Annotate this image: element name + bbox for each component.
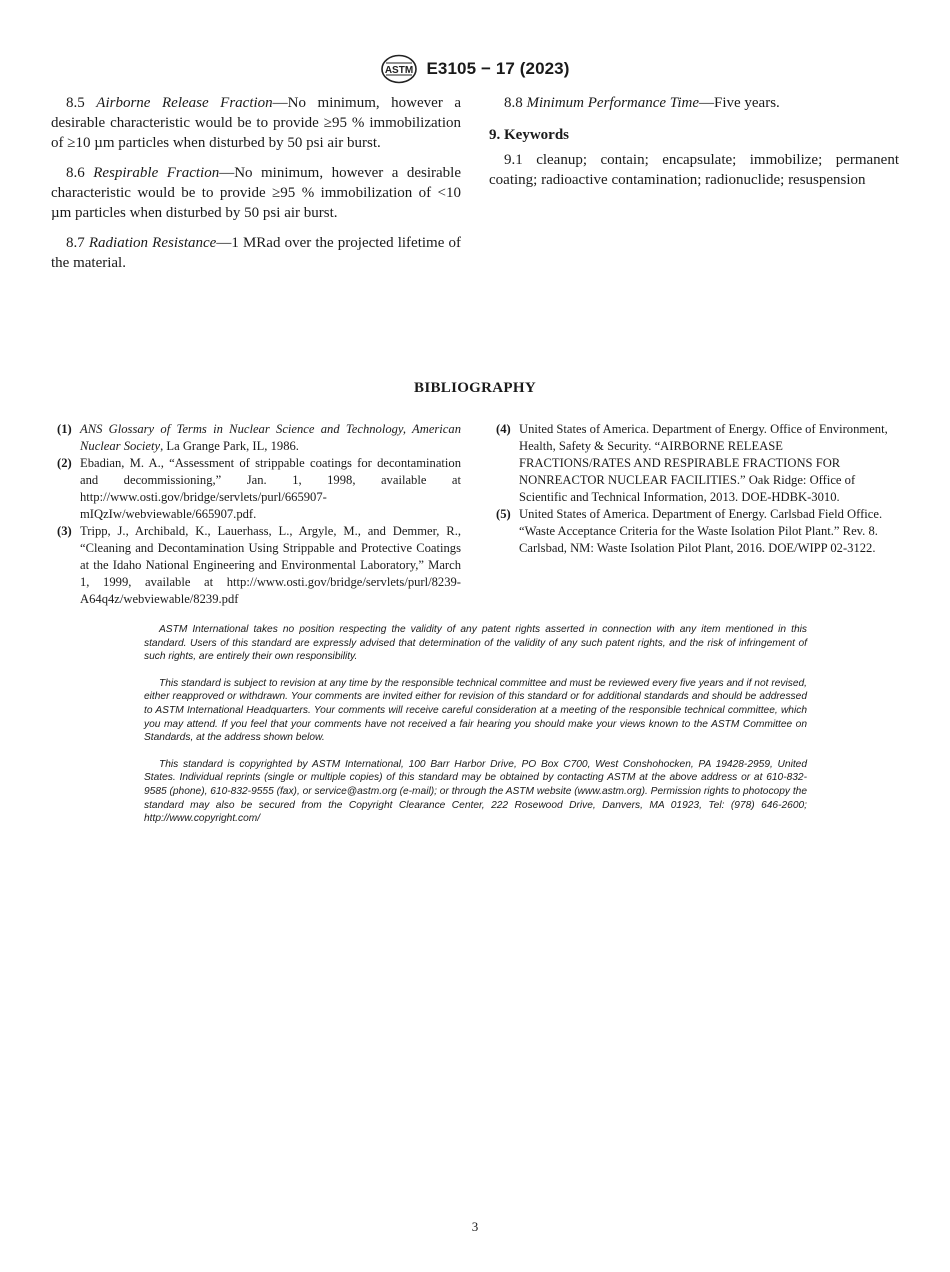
patent-notice: ASTM International takes no position respecting the validity of any patent rights asserted in connection with any item mentioned in this standard. Users of this standard are expressly advised that determination of the validity of any such patent rights, and the risk of infringement of such rights, are entirely their own responsibility. (144, 624, 807, 663)
reference-number: (5) (496, 507, 511, 521)
standard-designation: E3105 − 17 (2023) (426, 59, 570, 78)
reference-1 (57, 421, 461, 455)
reference-number: (2) (57, 456, 72, 470)
paragraph-9-1: 9.1 cleanup; contain; encapsulate; immobilize; permanent coating; radioactive contamination; radionuclide; resuspension (489, 152, 899, 188)
reference-3 (57, 523, 461, 608)
reference-2 (57, 455, 461, 523)
astm-logo-icon (380, 54, 418, 84)
reference-text: ANS Glossary of Terms in Nuclear Science and Technology, American Nuclear Society, La Grange Park, IL, 1986. (80, 422, 461, 453)
page-number: 3 (471, 1219, 479, 1234)
bibliography-left-column (57, 421, 461, 608)
paragraph-8-5: 8.5 Airborne Release Fraction—No minimum, however a desirable characteristic would be to provide ≥95 % immobilization of ≥10 µm particles when disturbed by 50 psi air burst. (51, 95, 462, 151)
left-column (51, 93, 461, 283)
bibliography-right-column (496, 421, 898, 557)
reference-number: (1) (57, 422, 72, 436)
reference-number: (3) (57, 524, 72, 538)
section-heading-keywords: 9. Keywords (489, 127, 569, 143)
paragraph-8-6: 8.6 Respirable Fraction—No minimum, however a desirable characteristic would be to provide ≥95 % immobilization of <10 µm particles when disturbed by 50 psi air burst. (51, 165, 461, 221)
reference-text: United States of America. Department of Energy. Carlsbad Field Office. “Waste Acceptance Criteria for the Waste Isolation Pilot Plant.” Rev. 8. Carlsbad, NM: Waste Isolation Pilot Plant, 2016. DOE/WIPP 02-3122. (519, 507, 883, 555)
reference-text: Tripp, J., Archibald, K., Lauerhass, L., Argyle, M., and Demmer, R., “Cleaning and Decontamination Using Strippable and Protective Coatings at the Idaho National Engineering and Environmental Laboratory,” March 1, 1999, available at http://www.osti.gov/bridge/servlets/purl/8239-A64q4z/webviewable/8239.pdf (80, 524, 461, 606)
reference-number: (4) (496, 422, 511, 436)
page-header (0, 52, 950, 86)
paragraph-8-7: 8.7 Radiation Resistance—1 MRad over the projected lifetime of the material. (51, 235, 461, 271)
reference-5 (496, 506, 898, 557)
right-column (489, 93, 899, 200)
paragraph-8-8: 8.8 Minimum Performance Time—Five years. (504, 95, 780, 111)
copyright-notice: This standard is copyrighted by ASTM International, 100 Barr Harbor Drive, PO Box C700, West Conshohocken, PA 19428-2959, United States. Individual reprints (single or multiple copies) of this standard may be obtained by contacting ASTM at the above address or at 610-832-9585 (phone), 610-832-9555 (fax), or service@astm.org (e-mail); or through the ASTM website (www.astm.org). Permission rights to photocopy the standard may also be secured from the Copyright Clearance Center, 222 Rosewood Drive, Danvers, MA 01923, Tel: (978) 646-2600; http://www.copyright.com/ (144, 758, 807, 825)
reference-4 (496, 421, 898, 506)
svg-text:ASTM: ASTM (385, 65, 414, 76)
revision-notice: This standard is subject to revision at any time by the responsible technical committee and must be reviewed every five years and if not revised, either reapproved or withdrawn. Your comments are invited either for revision of this standard or for additional standards and should be addressed to ASTM International Headquarters. Your comments will receive careful consideration at a meeting of the responsible technical committee, which you may attend. If you feel that your comments have not received a fair hearing you should make your views known to the ASTM Committee on Standards, at the address shown below. (144, 677, 807, 744)
standard-notices (144, 623, 807, 839)
bibliography-title: BIBLIOGRAPHY (414, 380, 536, 396)
reference-text: Ebadian, M. A., “Assessment of strippable coatings for decontamination and decommissioning,” Jan. 1, 1998, available at http://www.osti.gov/bridge/servlets/purl/665907-mIQzIw/webviewable/665907.pdf. (80, 456, 461, 521)
reference-text: United States of America. Department of Energy. Office of Environment, Health, Safety & Security. “AIRBORNE RELEASE FRACTIONS/RATES AND RESPIRABLE FRACTIONS FOR NONREACTOR NUCLEAR FACILITIES.” Oak Ridge: Office of Scientific and Technical Information, 2013. DOE-HDBK-3010. (519, 422, 888, 504)
